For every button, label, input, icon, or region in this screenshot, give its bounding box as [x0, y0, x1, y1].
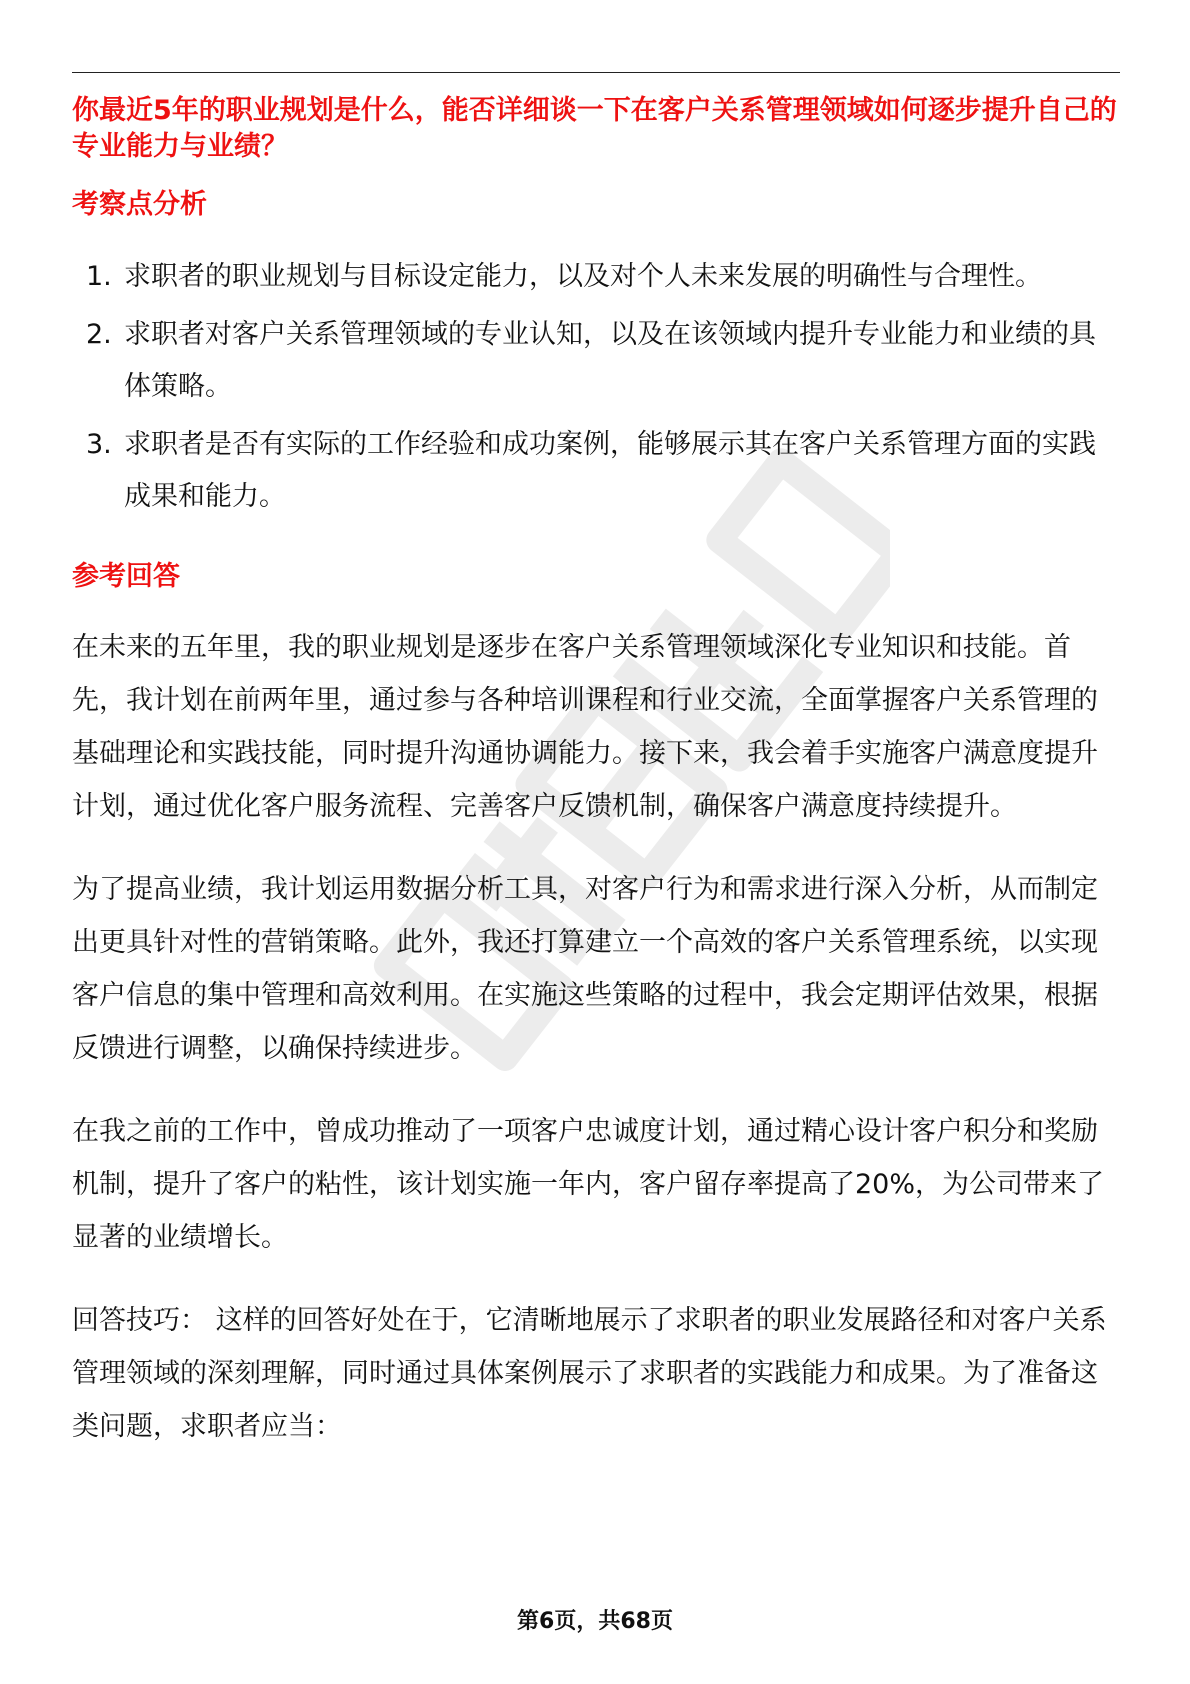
point-number: 3. — [86, 429, 112, 460]
analysis-point — [72, 251, 1120, 303]
analysis-points — [72, 251, 1120, 523]
analysis-point — [72, 419, 1120, 523]
point-number: 2. — [86, 319, 112, 350]
page-content — [72, 72, 1120, 1453]
answer-heading: 参考回答 — [72, 561, 180, 592]
question-title: 你最近5年的职业规划是什么，能否详细谈一下在客户关系管理领域如何逐步提升自己的专业能力与业绩？ — [72, 95, 1117, 162]
point-number: 1. — [86, 261, 112, 292]
answer-paragraph: 在未来的五年里，我的职业规划是逐步在客户关系管理领域深化专业知识和技能。首先，我计划在前两年里，通过参与各种培训课程和行业交流，全面掌握客户关系管理的基础理论和实践技能，同时提升沟通协调能力。接下来，我会着手实施客户满意度提升计划，通过优化客户服务流程、完善客户反馈机制，确保客户满意度持续提升。 — [72, 632, 1098, 822]
top-rule — [72, 72, 1120, 73]
answer-paragraph: 为了提高业绩，我计划运用数据分析工具，对客户行为和需求进行深入分析，从而制定出更具针对性的营销策略。此外，我还打算建立一个高效的客户关系管理系统，以实现客户信息的集中管理和高效利用。在实施这些策略的过程中，我会定期评估效果，根据反馈进行调整，以确保持续进步。 — [72, 874, 1098, 1064]
page-footer: 第6页，共68页 — [517, 1609, 673, 1634]
analysis-point — [72, 309, 1120, 413]
point-text: 求职者是否有实际的工作经验和成功案例，能够展示其在客户关系管理方面的实践成果和能力。 — [124, 429, 1096, 512]
answer-tips-paragraph: 回答技巧： 这样的回答好处在于，它清晰地展示了求职者的职业发展路径和对客户关系管理领域的深刻理解，同时通过具体案例展示了求职者的实践能力和成果。为了准备这类问题，求职者应当： — [72, 1305, 1107, 1442]
analysis-heading: 考察点分析 — [72, 189, 207, 220]
point-text: 求职者对客户关系管理领域的专业认知，以及在该领域内提升专业能力和业绩的具体策略。 — [124, 319, 1096, 402]
point-text: 求职者的职业规划与目标设定能力，以及对个人未来发展的明确性与合理性。 — [124, 261, 1042, 292]
answer-paragraph: 在我之前的工作中，曾成功推动了一项客户忠诚度计划，通过精心设计客户积分和奖励机制，提升了客户的粘性，该计划实施一年内，客户留存率提高了20%，为公司带来了显著的业绩增长。 — [72, 1116, 1105, 1253]
